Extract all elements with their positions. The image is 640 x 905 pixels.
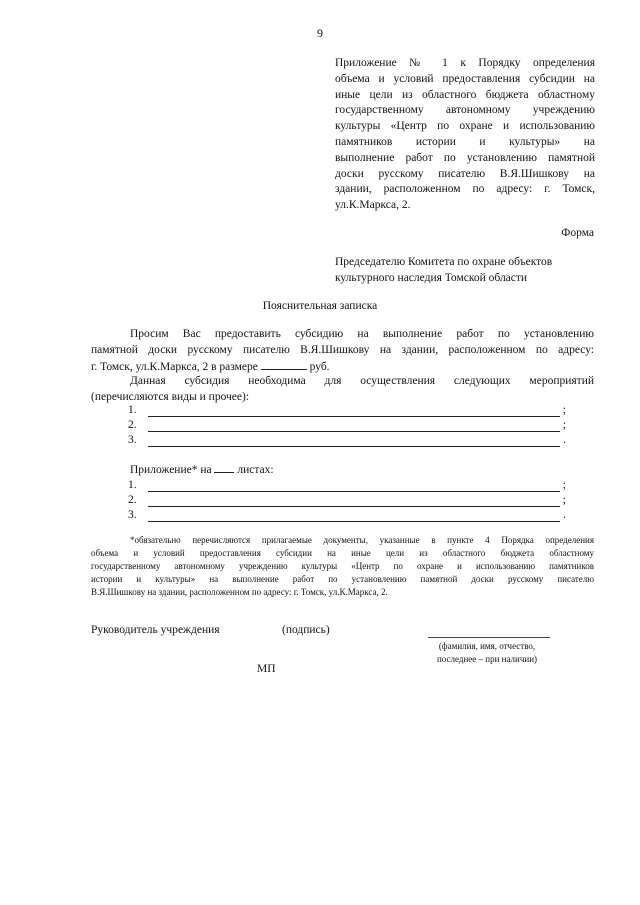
footnote-line: В.Я.Шишкову на здании, расположенном по адресу: г. Томск, ул.К.Маркса, 2. bbox=[91, 587, 388, 597]
appendix-line: выполнение работ по установлению памятной bbox=[335, 151, 595, 164]
document-title: Пояснительная записка bbox=[262, 300, 378, 312]
footnote-line: государственному автономному учреждению культуры «Центр по охране и использованию памятников bbox=[91, 561, 594, 571]
recipient-line: культурного наследия Томской области bbox=[335, 271, 528, 284]
attachment-label bbox=[130, 462, 274, 476]
name-caption-line: (фамилия, имя, отчество, bbox=[438, 641, 536, 651]
activity-item bbox=[128, 434, 568, 449]
paragraph-line: (перечисляются виды и прочее): bbox=[91, 390, 250, 403]
sheets-blank[interactable] bbox=[214, 462, 234, 473]
name-caption bbox=[412, 640, 562, 666]
form-label: Форма bbox=[561, 227, 594, 239]
fill-line[interactable] bbox=[148, 416, 560, 417]
purpose-paragraph bbox=[91, 374, 594, 406]
signature-label: (подпись) bbox=[282, 624, 330, 636]
footnote-line: истории и культуры» на выполнение работ по установлению памятной доски русскому писателю bbox=[91, 574, 594, 584]
item-number: 3. bbox=[128, 434, 137, 446]
name-caption-line: последнее – при наличии) bbox=[436, 654, 538, 664]
stamp-place: МП bbox=[257, 663, 276, 675]
item-number: 2. bbox=[128, 494, 137, 506]
fill-line[interactable] bbox=[148, 446, 560, 447]
fill-line[interactable] bbox=[148, 491, 560, 492]
appendix-line: здании, расположенном по адресу: г. Томск, bbox=[335, 183, 595, 196]
amount-prefix: г. Томск, ул.К.Маркса, 2 в размере bbox=[91, 360, 258, 373]
item-end: . bbox=[563, 434, 566, 446]
fill-line[interactable] bbox=[148, 431, 560, 432]
item-number: 1. bbox=[128, 479, 137, 491]
footnote-line: *обязательно перечисляются прилагаемые документы, указанные в пункте 4 Порядка определения bbox=[130, 535, 594, 545]
item-end: ; bbox=[562, 494, 566, 506]
fill-line[interactable] bbox=[148, 521, 560, 522]
appendix-line: культуры «Центр по охране и использованию bbox=[335, 120, 595, 133]
attachment-item bbox=[128, 494, 568, 509]
appendix-line: Приложение № 1 к Порядку определения bbox=[335, 57, 595, 69]
attachment-prefix: Приложение* на bbox=[130, 464, 212, 476]
appendix-line: ул.К.Маркса, 2. bbox=[335, 199, 411, 212]
appendix-line: объема и условий предоставления субсидии на bbox=[335, 72, 595, 85]
amount-suffix: руб. bbox=[309, 360, 330, 373]
request-paragraph bbox=[91, 327, 594, 375]
appendix-header bbox=[335, 56, 595, 214]
recipient-block bbox=[335, 255, 595, 286]
attachment-item bbox=[128, 509, 568, 524]
page-number: 9 bbox=[317, 26, 323, 40]
activity-item bbox=[128, 404, 568, 419]
item-end: ; bbox=[562, 419, 566, 431]
recipient-line: Председателю Комитета по охране объектов bbox=[335, 256, 553, 268]
item-number: 1. bbox=[128, 404, 137, 416]
attachment-suffix: листах: bbox=[237, 464, 274, 476]
appendix-line: иные цели из областного бюджета областному bbox=[335, 88, 595, 101]
footnote-line: объема и условий предоставления субсидии на иные цели из областного бюджета областному bbox=[91, 548, 594, 558]
paragraph-line bbox=[91, 359, 594, 376]
item-end: ; bbox=[562, 404, 566, 416]
item-end: ; bbox=[562, 479, 566, 491]
name-line[interactable] bbox=[428, 637, 550, 638]
activity-item bbox=[128, 419, 568, 434]
item-number: 2. bbox=[128, 419, 137, 431]
footnote bbox=[91, 534, 594, 599]
appendix-line: памятников истории и культуры» на bbox=[335, 135, 595, 148]
amount-blank[interactable] bbox=[261, 359, 307, 370]
item-number: 3. bbox=[128, 509, 137, 521]
fill-line[interactable] bbox=[148, 506, 560, 507]
appendix-line: доски русскому писателю В.Я.Шишкову на bbox=[335, 167, 595, 180]
paragraph-line: Просим Вас предоставить субсидию на выполнение работ по установлению bbox=[130, 328, 594, 340]
signatory-role: Руководитель учреждения bbox=[91, 624, 220, 636]
attachment-item bbox=[128, 479, 568, 494]
paragraph-line: Данная субсидия необходима для осуществления следующих мероприятий bbox=[130, 375, 594, 387]
item-end: . bbox=[563, 509, 566, 521]
appendix-line: государственному автономному учреждению bbox=[335, 104, 595, 117]
paragraph-line: памятной доски русскому писателю В.Я.Шишкову на здании, расположенном по адресу: bbox=[91, 343, 594, 356]
